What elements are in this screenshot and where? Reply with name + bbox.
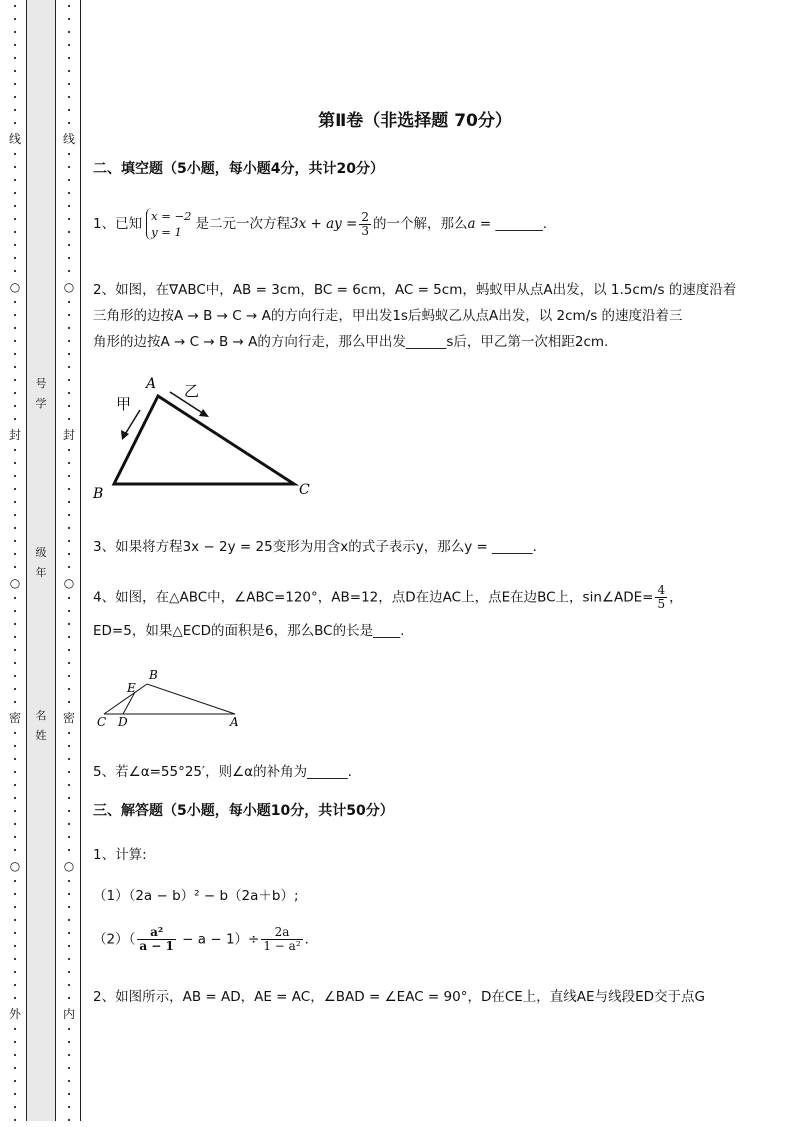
- margin-dot: ·: [67, 522, 71, 535]
- equation-system: x = −2 y = 1: [146, 208, 191, 240]
- margin-dot: ·: [13, 117, 17, 130]
- margin-dot: ·: [13, 239, 17, 252]
- margin-dot: ·: [67, 1023, 71, 1036]
- margin-dot: ·: [13, 953, 17, 966]
- margin-dot: ·: [67, 548, 71, 561]
- margin-dot: ·: [67, 13, 71, 26]
- margin-dot: ·: [67, 1075, 71, 1088]
- margin-dot: ·: [67, 644, 71, 657]
- margin-mark: 密: [62, 711, 75, 725]
- fraction: $\frac{2}{3}$: [361, 209, 369, 238]
- margin-dot: ·: [13, 683, 17, 696]
- margin-dot: ·: [13, 727, 17, 740]
- margin-dot: ·: [13, 104, 17, 117]
- margin-dot: ·: [13, 548, 17, 561]
- margin-dot: ·: [67, 0, 71, 13]
- margin-dot: ·: [13, 522, 17, 535]
- margin-dot: ·: [67, 779, 71, 792]
- margin-dot: ·: [67, 387, 71, 400]
- margin-dot: ·: [67, 239, 71, 252]
- margin-dot: ·: [13, 901, 17, 914]
- margin-dot: ·: [67, 174, 71, 187]
- margin-dot: ·: [13, 174, 17, 187]
- margin-dot: ·: [13, 374, 17, 387]
- margin-dot: ·: [67, 561, 71, 574]
- margin-dot: ·: [67, 39, 71, 52]
- margin-dot: ·: [13, 844, 17, 857]
- question-2-line-1: 2、如图，在∇ABC中，AB = 3cm，BC = 6cm，AC = 5cm，蚂蚁甲从点A出发，以 1.5cm/s 的速度沿着: [93, 282, 737, 298]
- margin-dot: ·: [13, 779, 17, 792]
- margin-mark: ○: [63, 576, 75, 590]
- question-4-line-2: ED=5，如果△ECD的面积是6，那么BC的长是____.: [93, 623, 405, 639]
- margin-dot: ·: [67, 374, 71, 387]
- margin-dot: ·: [67, 966, 71, 979]
- section-fill-in: 二、填空题（5小题，每小题4分，共计20分）: [93, 161, 384, 177]
- label-E: E: [127, 681, 136, 695]
- margin-dot: ·: [67, 1101, 71, 1114]
- margin-dot: ·: [67, 52, 71, 65]
- margin-dot: ·: [13, 148, 17, 161]
- margin-dot: ·: [13, 78, 17, 91]
- margin-dot: ·: [13, 657, 17, 670]
- margin-dot: ·: [13, 927, 17, 940]
- margin-dot: ·: [67, 535, 71, 548]
- margin-dot: ·: [13, 39, 17, 52]
- margin-dot: ·: [13, 296, 17, 309]
- label-C: C: [299, 482, 310, 498]
- section-answer: 三、解答题（5小题，每小题10分，共计50分）: [93, 803, 394, 819]
- margin-dot: ·: [67, 888, 71, 901]
- margin-dot: ·: [67, 727, 71, 740]
- margin-dot: ·: [67, 605, 71, 618]
- margin-dot: ·: [13, 413, 17, 426]
- margin-dot: ·: [67, 161, 71, 174]
- margin-dot: ·: [13, 400, 17, 413]
- margin-dot: ·: [13, 335, 17, 348]
- margin-dot: ·: [13, 265, 17, 278]
- label-D: D: [118, 715, 128, 729]
- margin-dot: ·: [67, 322, 71, 335]
- margin-dot: ·: [67, 592, 71, 605]
- margin-dot: ·: [13, 1062, 17, 1075]
- margin-dot: ·: [67, 792, 71, 805]
- margin-mark: 线: [62, 132, 75, 146]
- margin-mark: 封: [8, 428, 21, 442]
- margin-dot: ·: [13, 766, 17, 779]
- margin-dot: ·: [67, 104, 71, 117]
- margin-dot: ·: [67, 1088, 71, 1101]
- margin-dot: ·: [67, 187, 71, 200]
- margin-dot: ·: [67, 444, 71, 457]
- margin-dot: ·: [13, 26, 17, 39]
- margin-dot: ·: [13, 387, 17, 400]
- margin-dot: ·: [13, 348, 17, 361]
- margin-dot: ·: [67, 309, 71, 322]
- margin-dot: ·: [67, 296, 71, 309]
- margin-dot: ·: [13, 0, 17, 13]
- margin-dot: ·: [13, 496, 17, 509]
- margin-dot: ·: [13, 1114, 17, 1127]
- margin-dot: ·: [67, 400, 71, 413]
- margin-dot: ·: [13, 1075, 17, 1088]
- margin-dot: ·: [13, 91, 17, 104]
- margin-dot: ·: [13, 875, 17, 888]
- label-A: A: [230, 715, 239, 729]
- margin-mark: ○: [9, 280, 21, 294]
- margin-dot: ·: [67, 683, 71, 696]
- margin-dot: ·: [67, 26, 71, 39]
- margin-dot: ·: [67, 618, 71, 631]
- margin-dot: ·: [13, 361, 17, 374]
- info-strip: [26, 0, 56, 1121]
- margin-dot: ·: [67, 78, 71, 91]
- margin-dot: ·: [67, 483, 71, 496]
- margin-mark: ○: [9, 576, 21, 590]
- margin-dot: ·: [67, 1062, 71, 1075]
- question-5: 5、若∠α=55°25′，则∠α的补角为______.: [93, 764, 352, 780]
- triangle-figure-q2: [88, 372, 328, 504]
- margin-dot: ·: [67, 631, 71, 644]
- margin-dot: ·: [67, 940, 71, 953]
- margin-dot: ·: [13, 592, 17, 605]
- margin-dot: ·: [67, 766, 71, 779]
- margin-dot: ·: [67, 844, 71, 857]
- label-A: A: [146, 376, 157, 392]
- margin-dot: ·: [67, 753, 71, 766]
- margin-dot: ·: [67, 213, 71, 226]
- margin-dot: ·: [13, 618, 17, 631]
- label-yi: 乙: [184, 382, 200, 400]
- margin-dot: ·: [67, 914, 71, 927]
- margin-dot: ·: [67, 670, 71, 683]
- margin-dot: ·: [13, 252, 17, 265]
- margin-dot: ·: [67, 1114, 71, 1127]
- margin-dot: ·: [13, 740, 17, 753]
- margin-dot: ·: [13, 696, 17, 709]
- margin-dot: ·: [13, 1088, 17, 1101]
- margin-dot: ·: [67, 361, 71, 374]
- field-name: 名 姓: [35, 709, 47, 742]
- margin-dot: ·: [67, 65, 71, 78]
- margin-mark: ○: [63, 859, 75, 873]
- label-B: B: [93, 486, 104, 502]
- problem-2: 2、如图所示，AB = AD，AE = AC，∠BAD = ∠EAC = 90°，D在CE上，直线AE与线段ED交于点G: [93, 989, 705, 1005]
- question-1: 1、已知 x = −2 y = 1 是二元一次方程3x + ay = $\frac{2}{3}$ 的一个解，那么a = _______.: [93, 209, 547, 239]
- margin-dot: ·: [67, 1036, 71, 1049]
- margin-dot: ·: [67, 252, 71, 265]
- outer-dot-column: [8, 0, 22, 1127]
- margin-dot: ·: [13, 52, 17, 65]
- fraction: $\frac{2a}{\text{1 − a²}}$: [263, 925, 301, 953]
- margin-dot: ·: [13, 753, 17, 766]
- margin-dot: ·: [13, 1036, 17, 1049]
- margin-dot: ·: [13, 966, 17, 979]
- margin-dot: ·: [13, 1023, 17, 1036]
- margin-dot: ·: [13, 805, 17, 818]
- margin-dot: ·: [67, 927, 71, 940]
- margin-dot: ·: [67, 457, 71, 470]
- margin-dot: ·: [13, 644, 17, 657]
- margin-dot: ·: [67, 413, 71, 426]
- margin-dot: ·: [67, 470, 71, 483]
- inner-dot-column: [62, 0, 76, 1127]
- margin-dot: ·: [13, 792, 17, 805]
- margin-dot: ·: [13, 914, 17, 927]
- margin-dot: ·: [13, 670, 17, 683]
- margin-dot: ·: [67, 992, 71, 1005]
- margin-mark: 内: [62, 1007, 75, 1021]
- page-title: 第Ⅱ卷（非选择题 70分）: [318, 111, 512, 131]
- margin-dot: ·: [13, 631, 17, 644]
- margin-dot: ·: [67, 831, 71, 844]
- margin-dot: ·: [13, 979, 17, 992]
- margin-dot: ·: [13, 1049, 17, 1062]
- margin-mark: ○: [63, 280, 75, 294]
- field-grade: 级 年: [35, 546, 47, 579]
- margin-dot: ·: [67, 265, 71, 278]
- margin-dot: ·: [13, 13, 17, 26]
- margin-mark: 密: [8, 711, 21, 725]
- margin-dot: ·: [67, 953, 71, 966]
- problem-1-head: 1、计算:: [93, 847, 147, 863]
- question-2-line-2: 三角形的边按A → B → C → A的方向行走，甲出发1s后蚂蚁乙从点A出发，以 2cm/s 的速度沿着三: [93, 308, 683, 324]
- problem-1-part-2: （2）（ $\frac{\text{a²}}{a - 1}$ − a − 1）÷ $\frac{2a}{\text{1 − a²}}$ .: [93, 925, 309, 953]
- margin-dot: ·: [67, 979, 71, 992]
- label-jia: 甲: [116, 395, 132, 413]
- margin-dot: ·: [13, 213, 17, 226]
- margin-mark: 线: [8, 132, 21, 146]
- margin-dot: ·: [67, 818, 71, 831]
- margin-dot: ·: [67, 657, 71, 670]
- fraction: $\frac{\text{a²}}{a - 1}$: [139, 925, 174, 953]
- margin-dot: ·: [13, 535, 17, 548]
- margin-dot: ·: [13, 187, 17, 200]
- question-3: 3、如果将方程3x − 2y = 25变形为用含x的式子表示y，那么y = ______.: [93, 539, 537, 555]
- margin-dot: ·: [13, 161, 17, 174]
- margin-dot: ·: [13, 226, 17, 239]
- margin-dot: ·: [13, 888, 17, 901]
- margin-dot: ·: [13, 65, 17, 78]
- question-4-line-1: 4、如图，在△ABC中，∠ABC=120°，AB=12，点D在边AC上，点E在边BC上，sin∠ADE= $\frac{4}{5}$ ，: [93, 583, 683, 611]
- margin-dot: ·: [67, 1049, 71, 1062]
- margin-dot: ·: [67, 696, 71, 709]
- margin-rule: [80, 0, 81, 1121]
- margin-dot: ·: [13, 561, 17, 574]
- margin-dot: ·: [13, 309, 17, 322]
- label-C: C: [97, 715, 107, 729]
- label-B: B: [149, 668, 158, 682]
- margin-dot: ·: [13, 818, 17, 831]
- margin-dot: ·: [13, 457, 17, 470]
- margin-dot: ·: [13, 940, 17, 953]
- margin-dot: ·: [13, 470, 17, 483]
- arrow-jia: [124, 410, 140, 436]
- margin-dot: ·: [67, 875, 71, 888]
- margin-dot: ·: [13, 605, 17, 618]
- margin-dot: ·: [67, 348, 71, 361]
- margin-dot: ·: [67, 117, 71, 130]
- margin-dot: ·: [67, 335, 71, 348]
- margin-dot: ·: [13, 831, 17, 844]
- margin-dot: ·: [67, 740, 71, 753]
- margin-dot: ·: [13, 200, 17, 213]
- margin-dot: ·: [13, 444, 17, 457]
- margin-dot: ·: [13, 483, 17, 496]
- margin-dot: ·: [67, 91, 71, 104]
- margin-dot: ·: [13, 509, 17, 522]
- margin-dot: ·: [13, 322, 17, 335]
- margin-dot: ·: [13, 992, 17, 1005]
- margin-dot: ·: [67, 496, 71, 509]
- field-student-id: 号 学: [35, 377, 47, 410]
- margin-dot: ·: [67, 226, 71, 239]
- margin-dot: ·: [67, 148, 71, 161]
- triangle-figure-q4: [92, 664, 252, 734]
- problem-1-part-1: （1）（2a − b）² − b（2a＋b）;: [93, 888, 299, 904]
- margin-mark: 外: [8, 1007, 21, 1021]
- binding-margin: [0, 0, 82, 1127]
- fraction: $\frac{4}{5}$: [657, 583, 666, 611]
- margin-dot: ·: [67, 200, 71, 213]
- margin-dot: ·: [13, 1101, 17, 1114]
- margin-mark: 封: [62, 428, 75, 442]
- margin-dot: ·: [67, 901, 71, 914]
- margin-mark: ○: [9, 859, 21, 873]
- question-2-line-3: 角形的边按A → C → B → A的方向行走，那么甲出发______s后，甲乙第一次相距2cm.: [93, 334, 609, 350]
- margin-dot: ·: [67, 509, 71, 522]
- margin-dot: ·: [67, 805, 71, 818]
